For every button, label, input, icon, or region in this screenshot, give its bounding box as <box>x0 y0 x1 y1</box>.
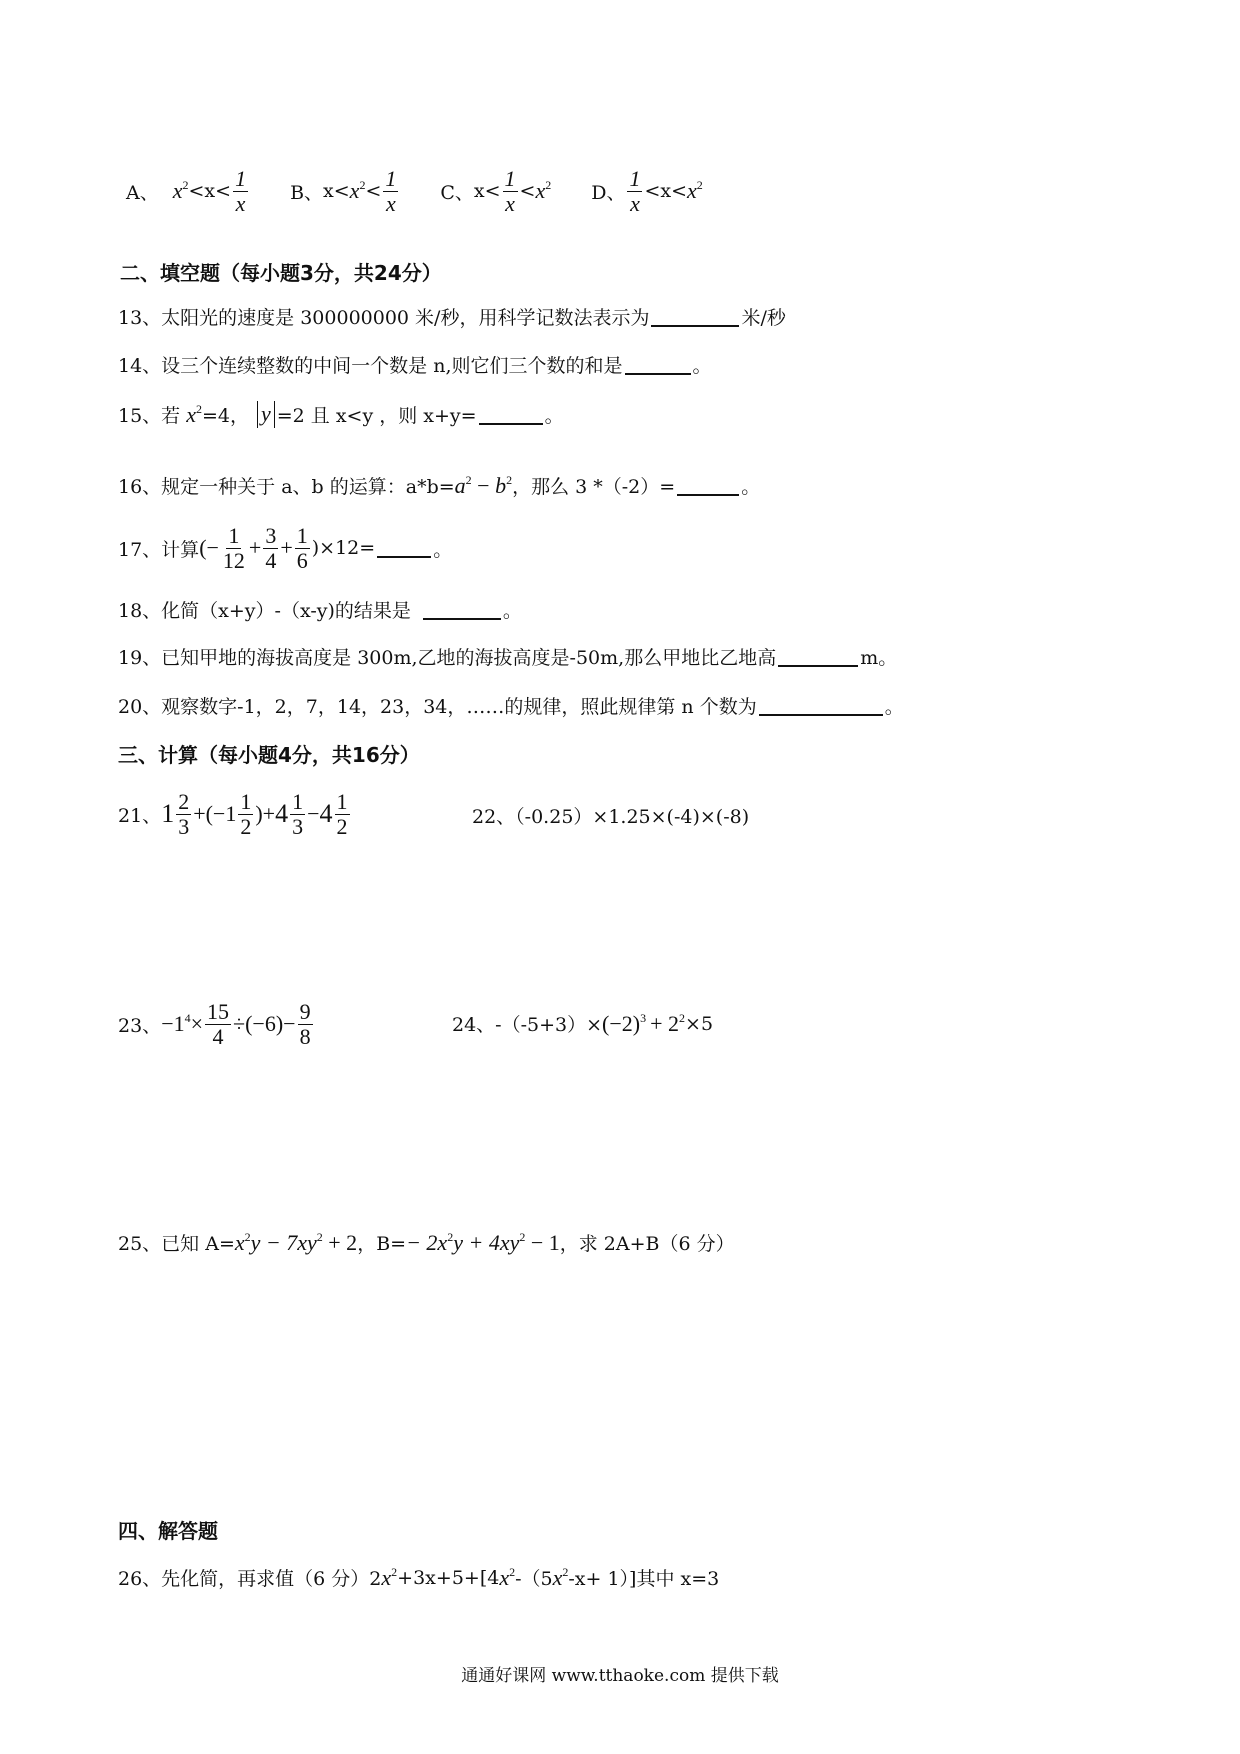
question-21: 21、 1 $\frac{2}{3}$ + (−1 $\frac{1}{2}$ ) + 4 $\frac{1}{3}$ − 4 $\frac{1}{2}$ <box>118 782 352 846</box>
question-18: 18、化简（x+y）-（x-y)的结果是 。 <box>118 600 522 622</box>
question-20: 20、观察数字-1，2，7，14，23，34，……的规律，照此规律第 n 个数为 。 <box>118 696 904 718</box>
question-14: 14、设三个连续整数的中间一个数是 n,则它们三个数的和是 。 <box>118 355 712 377</box>
option-d-relation: <x< <box>644 180 688 202</box>
expression-a: $x^2y - 7xy^2 + 2$ <box>234 1229 358 1255</box>
option-a-label: A、 <box>126 181 159 204</box>
section-3-heading: 三、计算（每小题4分，共16分） <box>118 743 420 767</box>
answer-blank-15[interactable] <box>479 405 543 425</box>
mixed-neg-1-1-2: (−1 $\frac{1}{2}$ ) <box>205 789 263 839</box>
question-13: 13、太阳光的速度是 300000000 米/秒，用科学记数法表示为 米/秒 <box>118 307 786 329</box>
question-15: 15、若 $x^2$ =4， y =2 且 x<y ，则 x+y= 。 <box>118 401 564 427</box>
option-b-relation: x< <box>323 180 350 202</box>
option-b-lt: < <box>365 180 382 202</box>
options-row <box>126 163 703 219</box>
option-b-label: B、 <box>290 181 324 204</box>
page-footer: 通通好课网 www.tthaoke.com 提供下载 <box>461 1666 779 1686</box>
option-c-lt: < <box>519 180 536 202</box>
fraction-15-4: $\frac{15}{4}$ <box>207 999 230 1049</box>
question-23: 23、 $-1^4$ × $\frac{15}{4}$ ÷(−6)− $\frac{9}{8}$ <box>118 999 311 1049</box>
option-a-fraction: $\frac{1}{x}$ <box>235 166 247 216</box>
question-22: 22、（-0.25）×1.25×(-4)×(-8) <box>472 806 750 828</box>
expression-b: − $2x^2y + 4xy^2 - 1$ <box>406 1229 560 1255</box>
question-24: 24、-（-5+3）× $(-2)^3$ + $2^2$ ×5 <box>452 1010 714 1036</box>
answer-blank-19[interactable] <box>778 647 858 667</box>
mixed-1-2-3: 1 $\frac{2}{3}$ <box>161 789 190 839</box>
question-16: 16、规定一种关于 a、b 的运算：a*b= $a^2 - b^2$ ，那么 3 *（-2）= 。 <box>118 472 761 498</box>
answer-blank-17[interactable] <box>377 538 431 558</box>
option-d-expr: $x^2$ <box>687 178 703 203</box>
a-sq-minus-b-sq: $a^2 - b^2$ <box>454 472 513 498</box>
fraction-3-4: $\frac{3}{4}$ <box>265 523 277 573</box>
fraction-1-6: $\frac{1}{6}$ <box>296 523 308 573</box>
question-19: 19、已知甲地的海拔高度是 300m,乙地的海拔高度是-50m,那么甲地比乙地高 m。 <box>118 647 898 669</box>
option-c-relation: x< <box>473 180 501 202</box>
section-2-heading: 二、填空题（每小题3分，共24分） <box>120 261 442 285</box>
option-d-label: D、 <box>591 181 626 204</box>
answer-blank-20[interactable] <box>759 696 883 716</box>
answer-blank-18[interactable] <box>423 600 501 620</box>
option-a-relation: <x< <box>188 180 232 202</box>
section-4-heading: 四、解答题 <box>118 1519 218 1543</box>
mixed-4-1-3: 4 $\frac{1}{3}$ <box>275 789 304 839</box>
answer-blank-13[interactable] <box>651 307 739 327</box>
question-17: 17、计算 (− $\frac{1}{12}$ + $\frac{3}{4}$ + $\frac{1}{6}$ )×12= 。 <box>118 523 453 573</box>
mixed-4-1-2: 4 $\frac{1}{2}$ <box>319 789 348 839</box>
option-a-expr: $x^2$ <box>172 178 189 203</box>
option-d-fraction: $\frac{1}{x}$ <box>629 166 641 216</box>
option-c-expr: $x^2$ <box>535 178 552 203</box>
abs-y: y <box>257 401 275 427</box>
fraction-1-12: $\frac{1}{12}$ <box>222 523 245 573</box>
option-c-label: C、 <box>440 181 474 204</box>
question-26: 26、先化简，再求值（6 分）2 $x^2$ +3x+5+[4 $x^2$ -（5 $x^2$ -x+ 1）]其中 x=3 <box>118 1564 720 1590</box>
option-b-fraction: $\frac{1}{x}$ <box>385 166 397 216</box>
answer-blank-16[interactable] <box>677 476 739 496</box>
fraction-9-8: $\frac{9}{8}$ <box>299 999 311 1049</box>
option-b-expr: $x^2$ <box>349 178 366 203</box>
option-c-fraction: $\frac{1}{x}$ <box>504 166 516 216</box>
question-25: 25、已知 A= $x^2y - 7xy^2 + 2$ ，B= − $2x^2y + 4xy^2 - 1$ ，求 2A+B（6 分） <box>118 1229 735 1255</box>
answer-blank-14[interactable] <box>625 355 691 375</box>
